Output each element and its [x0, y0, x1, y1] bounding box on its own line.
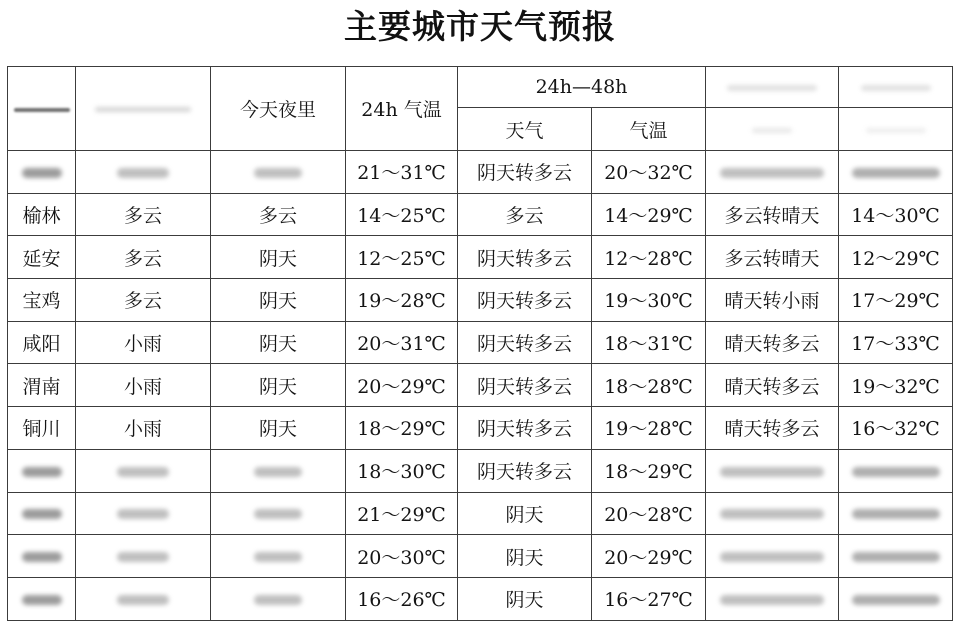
temp-24-48h-cell: 12～28℃	[592, 236, 706, 279]
weather-48-72h-cell: 晴天转多云	[706, 407, 839, 450]
temp-24h-cell: 20～29℃	[346, 364, 458, 407]
obscured-text	[117, 509, 169, 519]
obscured-text	[254, 509, 302, 519]
city-name-cell	[8, 577, 76, 620]
obscured-text	[117, 595, 169, 605]
weather-48-72h-cell: 多云转晴天	[706, 236, 839, 279]
weather-24-48h-cell: 阴天转多云	[458, 236, 592, 279]
temp-48-72h-cell: 16～32℃	[839, 407, 953, 450]
temp-24-48h-cell: 19～30℃	[592, 279, 706, 322]
temp-48-72h-cell	[839, 492, 953, 535]
temp-24h-cell: 18～29℃	[346, 407, 458, 450]
obscured-text	[22, 168, 62, 178]
temp-48-72h-cell	[839, 577, 953, 620]
temp-24-48h-cell: 20～29℃	[592, 535, 706, 578]
daytime-weather-cell: 小雨	[76, 321, 211, 364]
temp-24h-cell: 18～30℃	[346, 449, 458, 492]
city-name-cell: 铜川	[8, 407, 76, 450]
obscured-text	[861, 85, 931, 91]
weather-24-48h-cell: 阴天	[458, 492, 592, 535]
daytime-weather-cell: 多云	[76, 236, 211, 279]
table-row	[8, 407, 953, 450]
weather-48-72h-cell: 晴天转多云	[706, 321, 839, 364]
obscured-text	[117, 552, 169, 562]
temp-24-48h-cell: 14～29℃	[592, 193, 706, 236]
weather-24-48h-cell: 阴天转多云	[458, 151, 592, 194]
city-name-cell: 渭南	[8, 364, 76, 407]
temp-48-72h-cell: 14～30℃	[839, 193, 953, 236]
weather-24-48h-cell: 阴天	[458, 535, 592, 578]
forecast-body	[8, 151, 953, 621]
temp-24-48h-cell: 20～32℃	[592, 151, 706, 194]
weather-24-48h-cell: 多云	[458, 193, 592, 236]
obscured-text	[254, 467, 302, 477]
temp-48-72h-cell	[839, 449, 953, 492]
city-name-cell	[8, 492, 76, 535]
table-row	[8, 279, 953, 322]
obscured-text	[117, 168, 169, 178]
weather-48-72h-cell	[706, 449, 839, 492]
obscured-text	[254, 168, 302, 178]
city-name-cell: 延安	[8, 236, 76, 279]
table-header	[8, 67, 953, 151]
daytime-weather-cell	[76, 151, 211, 194]
city-name-cell	[8, 535, 76, 578]
temp-24-48h-cell: 18～31℃	[592, 321, 706, 364]
daytime-weather-cell: 多云	[76, 279, 211, 322]
obscured-text	[720, 168, 824, 178]
tonight-weather-cell	[211, 492, 346, 535]
tonight-header: 今天夜里	[211, 67, 346, 151]
temp-48-72h-cell: 17～33℃	[839, 321, 953, 364]
temp-24-48h-cell: 16～27℃	[592, 577, 706, 620]
range-48-72h-header-extra	[839, 67, 953, 108]
daytime-weather-cell: 多云	[76, 193, 211, 236]
range-48-72h-header	[706, 67, 839, 108]
temp-48-72h-cell: 19～32℃	[839, 364, 953, 407]
obscured-text	[720, 595, 824, 605]
temp-48-72h-cell: 12～29℃	[839, 236, 953, 279]
temp-24-48h-cell: 18～28℃	[592, 364, 706, 407]
table-row	[8, 492, 953, 535]
weather-24-48h-header: 天气	[458, 108, 592, 151]
table-row	[8, 151, 953, 194]
daytime-header	[76, 67, 211, 151]
tonight-weather-cell: 阴天	[211, 279, 346, 322]
obscured-text	[852, 595, 940, 605]
daytime-weather-cell: 小雨	[76, 364, 211, 407]
header-row	[8, 67, 953, 108]
obscured-text	[852, 509, 940, 519]
table-row	[8, 236, 953, 279]
weather-24-48h-cell: 阴天转多云	[458, 279, 592, 322]
temp-24h-cell: 16～26℃	[346, 577, 458, 620]
temp-48-72h-cell: 17～29℃	[839, 279, 953, 322]
obscured-text	[852, 467, 940, 477]
daytime-weather-cell	[76, 577, 211, 620]
daytime-weather-cell	[76, 492, 211, 535]
table-row	[8, 364, 953, 407]
city-name-cell: 咸阳	[8, 321, 76, 364]
obscured-text	[14, 108, 70, 112]
obscured-text	[720, 509, 824, 519]
table-row	[8, 321, 953, 364]
temp-48-72h-cell	[839, 535, 953, 578]
obscured-text	[95, 107, 191, 112]
daytime-weather-cell: 小雨	[76, 407, 211, 450]
weather-24-48h-cell: 阴天转多云	[458, 407, 592, 450]
daytime-weather-cell	[76, 449, 211, 492]
temp-24-48h-cell: 18～29℃	[592, 449, 706, 492]
obscured-text	[852, 168, 940, 178]
obscured-text	[752, 128, 792, 133]
temp-24h-cell: 21～29℃	[346, 492, 458, 535]
tonight-weather-cell: 阴天	[211, 321, 346, 364]
daytime-weather-cell	[76, 535, 211, 578]
temp-24h-cell: 12～25℃	[346, 236, 458, 279]
weather-48-72h-cell	[706, 151, 839, 194]
obscured-text	[852, 552, 940, 562]
temp-24h-header: 24h 气温	[346, 67, 458, 151]
temp-24h-cell: 19～28℃	[346, 279, 458, 322]
city-name-cell	[8, 151, 76, 194]
table-row	[8, 577, 953, 620]
temp-48-72h-header	[839, 108, 953, 151]
forecast-table	[7, 66, 953, 621]
obscured-text	[866, 128, 926, 133]
temp-24h-cell: 20～31℃	[346, 321, 458, 364]
table-row	[8, 535, 953, 578]
temp-24-48h-cell: 20～28℃	[592, 492, 706, 535]
temp-24h-cell: 14～25℃	[346, 193, 458, 236]
table-row	[8, 193, 953, 236]
table-row	[8, 449, 953, 492]
temp-48-72h-cell	[839, 151, 953, 194]
temp-24-48h-cell: 19～28℃	[592, 407, 706, 450]
obscured-text	[22, 595, 62, 605]
tonight-weather-cell	[211, 151, 346, 194]
obscured-text	[254, 552, 302, 562]
weather-48-72h-cell: 多云转晴天	[706, 193, 839, 236]
city-name-cell: 榆林	[8, 193, 76, 236]
weather-48-72h-cell: 晴天转多云	[706, 364, 839, 407]
weather-24-48h-cell: 阴天转多云	[458, 449, 592, 492]
tonight-weather-cell	[211, 535, 346, 578]
tonight-weather-cell	[211, 577, 346, 620]
weather-48-72h-cell	[706, 535, 839, 578]
obscured-text	[22, 467, 62, 477]
tonight-weather-cell	[211, 449, 346, 492]
range-24-48h-header: 24h—48h	[458, 67, 706, 108]
weather-24-48h-cell: 阴天	[458, 577, 592, 620]
tonight-weather-cell: 阴天	[211, 407, 346, 450]
city-name-cell: 宝鸡	[8, 279, 76, 322]
obscured-text	[254, 595, 302, 605]
weather-48-72h-cell: 晴天转小雨	[706, 279, 839, 322]
obscured-text	[22, 509, 62, 519]
weather-24-48h-cell: 阴天转多云	[458, 321, 592, 364]
city-name-cell	[8, 449, 76, 492]
temp-24h-cell: 20～30℃	[346, 535, 458, 578]
weather-24-48h-cell: 阴天转多云	[458, 364, 592, 407]
weather-48-72h-cell	[706, 577, 839, 620]
obscured-text	[720, 467, 824, 477]
temp-24-48h-header: 气温	[592, 108, 706, 151]
obscured-text	[117, 467, 169, 477]
obscured-text	[720, 552, 824, 562]
obscured-text	[727, 85, 817, 91]
city-header	[8, 67, 76, 151]
tonight-weather-cell: 多云	[211, 193, 346, 236]
tonight-weather-cell: 阴天	[211, 236, 346, 279]
weather-48-72h-header	[706, 108, 839, 151]
temp-24h-cell: 21～31℃	[346, 151, 458, 194]
weather-48-72h-cell	[706, 492, 839, 535]
tonight-weather-cell: 阴天	[211, 364, 346, 407]
page-title: 主要城市天气预报	[344, 7, 616, 46]
obscured-text	[22, 552, 62, 562]
